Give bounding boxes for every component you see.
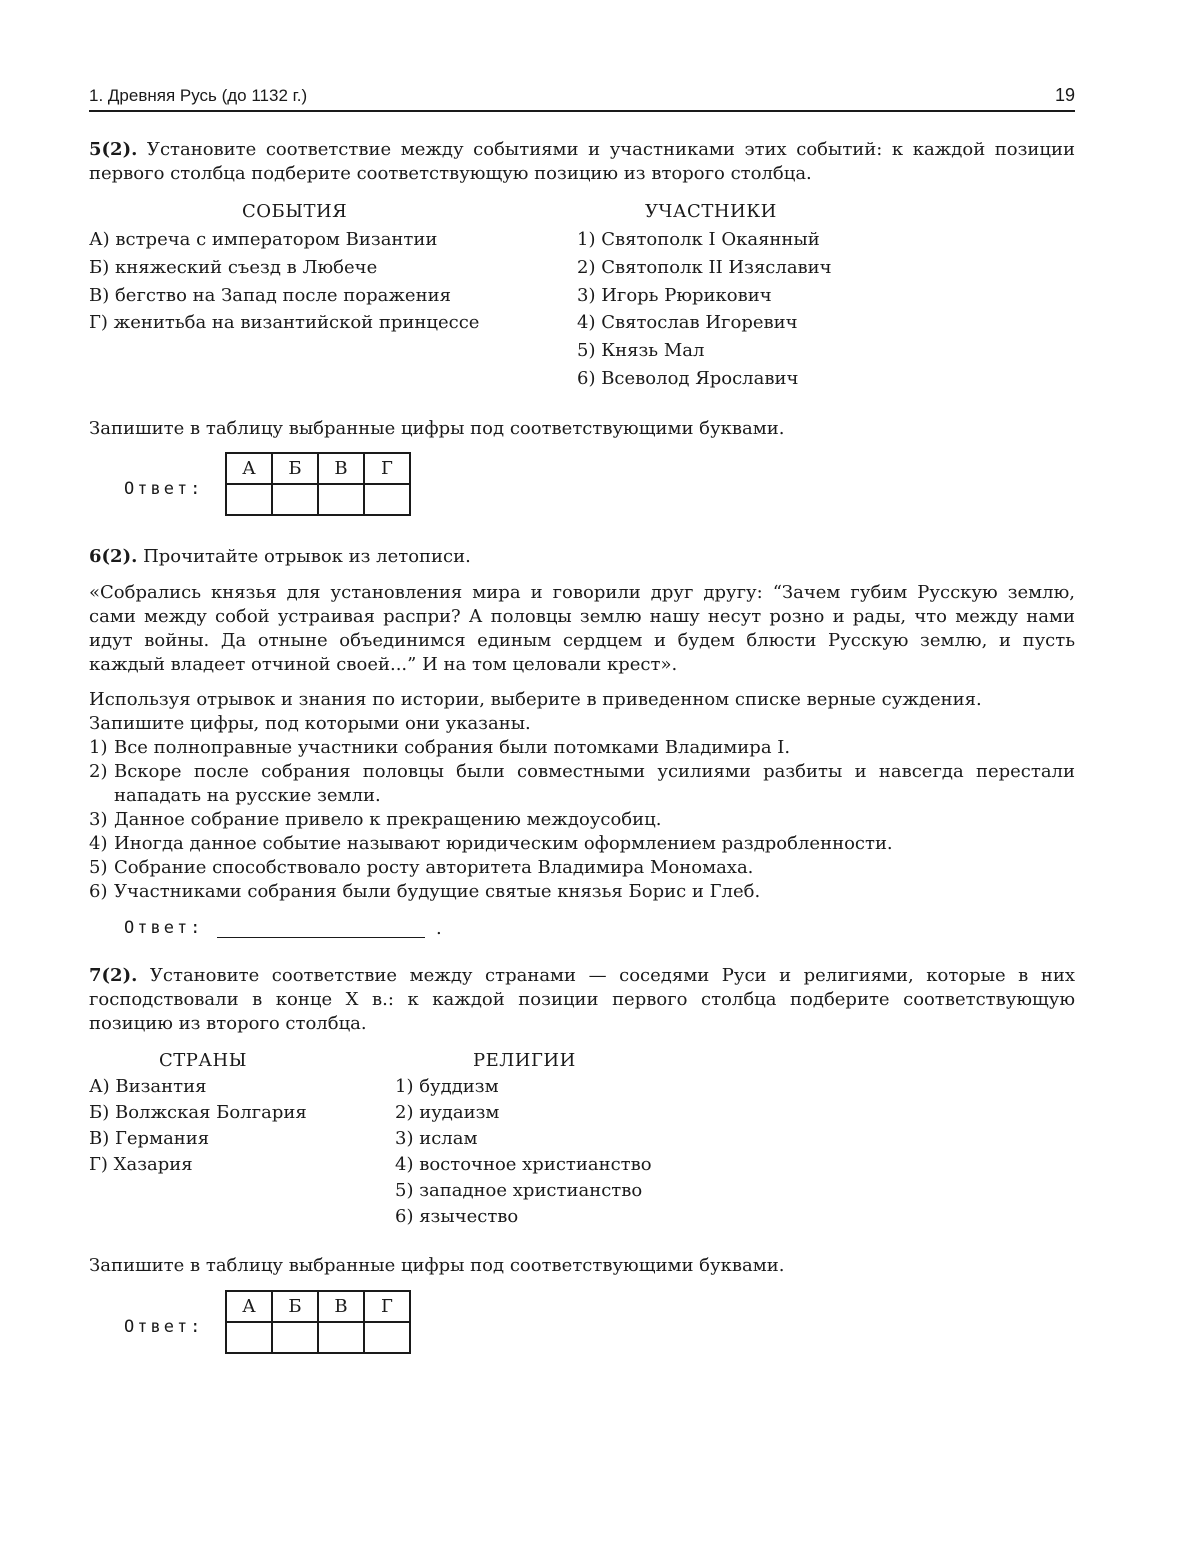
- participant-item: 6) Всеволод Ярославич: [577, 368, 799, 389]
- statement-option: [89, 832, 1075, 856]
- question-5-prompt: Установите соответствие между событиями и участниками этих событий: к каждой позиции первого столбца подберите соответствующую позицию из второго столбца.: [89, 139, 1075, 184]
- option-text: Участниками собрания были будущие святые князья Борис и Глеб.: [114, 881, 761, 902]
- religion-item: 3) ислам: [395, 1128, 478, 1149]
- answer-header-cell: Б: [272, 453, 318, 484]
- answer-header-cell: Б: [272, 1291, 318, 1322]
- question-5-instruction: Запишите в таблицу выбранные цифры под соответствующими буквами.: [89, 418, 785, 439]
- country-item: Г) Хазария: [89, 1154, 193, 1175]
- country-item: А) Византия: [89, 1076, 207, 1097]
- events-column-title: СОБЫТИЯ: [242, 201, 348, 222]
- option-number: 1): [89, 737, 108, 758]
- statement-option: [89, 760, 1075, 808]
- country-item: Б) Волжская Болгария: [89, 1102, 307, 1123]
- option-text: Собрание способствовало росту авторитета Владимира Мономаха.: [114, 857, 754, 878]
- page-number: 19: [1054, 85, 1075, 105]
- religion-item: 6) язычество: [395, 1206, 519, 1227]
- event-item: А) встреча с императором Византии: [89, 229, 438, 250]
- option-text: Данное собрание привело к прекращению междоусобиц.: [114, 809, 662, 830]
- event-item: В) бегство на Запад после поражения: [89, 285, 451, 306]
- participant-item: 1) Святополк I Окаянный: [577, 229, 820, 250]
- question-6-instructions: [89, 688, 1075, 904]
- question-6-prompt: Прочитайте отрывок из летописи.: [137, 546, 471, 567]
- running-head: [89, 84, 1075, 112]
- event-item: Г) женитьба на византийской принцессе: [89, 312, 480, 333]
- answer-input-cell[interactable]: [318, 1322, 364, 1353]
- question-7-instruction: Запишите в таблицу выбранные цифры под соответствующими буквами.: [89, 1255, 785, 1276]
- answer-input-cell[interactable]: [272, 484, 318, 515]
- statement-option: [89, 736, 1075, 760]
- answer-header-cell: В: [318, 453, 364, 484]
- option-number: 2): [89, 761, 108, 782]
- option-number: 6): [89, 881, 108, 902]
- question-6-answer-label: Ответ:: [124, 918, 204, 938]
- question-5-answer-table: [225, 452, 411, 516]
- participant-item: 4) Святослав Игоревич: [577, 312, 798, 333]
- answer-header-cell: А: [226, 453, 272, 484]
- option-text: Вскоре после собрания половцы были совместными усилиями разбиты и навсегда перестали нападать на русские земли.: [114, 761, 1075, 806]
- answer-input-cell[interactable]: [364, 484, 410, 515]
- answer-header-cell: Г: [364, 1291, 410, 1322]
- question-6-answer-line[interactable]: [217, 917, 425, 938]
- religion-item: 2) иудаизм: [395, 1102, 500, 1123]
- statement-option: [89, 856, 1075, 880]
- option-number: 4): [89, 833, 108, 854]
- religion-item: 1) буддизм: [395, 1076, 499, 1097]
- religions-column-title: РЕЛИГИИ: [473, 1050, 576, 1071]
- option-number: 3): [89, 809, 108, 830]
- participant-item: 3) Игорь Рюрикович: [577, 285, 772, 306]
- question-6-number: 6(2).: [89, 546, 138, 567]
- question-6-instruction-2: Запишите цифры, под которыми они указаны.: [89, 713, 531, 734]
- question-7-prompt: Установите соответствие между странами — соседями Руси и религиями, которые в них господствовали в конце X в.: к каждой позиции первого столбца подберите соответствующую позицию из второго столбца.: [89, 965, 1075, 1034]
- question-7-answer-label: Ответ:: [124, 1317, 204, 1337]
- answer-input-cell[interactable]: [272, 1322, 318, 1353]
- question-5-answer-label: Ответ:: [124, 479, 204, 499]
- answer-header-cell: А: [226, 1291, 272, 1322]
- question-7-columns: [89, 1050, 1075, 1240]
- answer-input-cell[interactable]: [364, 1322, 410, 1353]
- question-7-text: [89, 964, 1075, 1036]
- question-7-number: 7(2).: [89, 965, 138, 986]
- chronicle-quote-text: «Собрались князья для установления мира и говорили друг другу: “Зачем губим Русскую землю, сами между собой устраивая распри? А половцы землю нашу несут розно и рады, что между нами идут войны. Да отныне объединимся единым сердцем и будем блюсти Русскую землю, и пусть каждый владеет отчиной своей...” И на том целовали крест».: [89, 582, 1075, 675]
- option-text: Иногда данное событие называют юридическим оформлением раздробленности.: [114, 833, 893, 854]
- section-title: 1. Древняя Русь (до 1132 г.): [89, 86, 308, 105]
- question-7-answer-table: [225, 1290, 411, 1354]
- statement-option: [89, 808, 1075, 832]
- question-7: [89, 964, 1075, 1036]
- question-6-answer-period: .: [436, 918, 442, 939]
- question-5-columns: [89, 201, 1075, 401]
- question-5: [89, 138, 1075, 186]
- participants-column-title: УЧАСТНИКИ: [645, 201, 777, 222]
- question-5-number: 5(2).: [89, 139, 138, 160]
- country-item: В) Германия: [89, 1128, 210, 1149]
- answer-input-cell[interactable]: [318, 484, 364, 515]
- question-6-instruction-1: Используя отрывок и знания по истории, выберите в приведенном списке верные суждения.: [89, 689, 982, 710]
- religion-item: 4) восточное христианство: [395, 1154, 652, 1175]
- question-6-text: [89, 545, 1075, 569]
- countries-column-title: СТРАНЫ: [159, 1050, 247, 1071]
- event-item: Б) княжеский съезд в Любече: [89, 257, 378, 278]
- option-number: 5): [89, 857, 108, 878]
- option-text: Все полноправные участники собрания были потомками Владимира I.: [114, 737, 791, 758]
- participant-item: 5) Князь Мал: [577, 340, 705, 361]
- question-6: [89, 545, 1075, 569]
- participant-item: 2) Святополк II Изяславич: [577, 257, 832, 278]
- question-5-text: [89, 138, 1075, 186]
- question-6-options: [89, 736, 1075, 904]
- religion-item: 5) западное христианство: [395, 1180, 643, 1201]
- answer-input-cell[interactable]: [226, 1322, 272, 1353]
- statement-option: [89, 880, 1075, 904]
- answer-input-cell[interactable]: [226, 484, 272, 515]
- answer-header-cell: Г: [364, 453, 410, 484]
- chronicle-quote: [89, 581, 1075, 677]
- answer-header-cell: В: [318, 1291, 364, 1322]
